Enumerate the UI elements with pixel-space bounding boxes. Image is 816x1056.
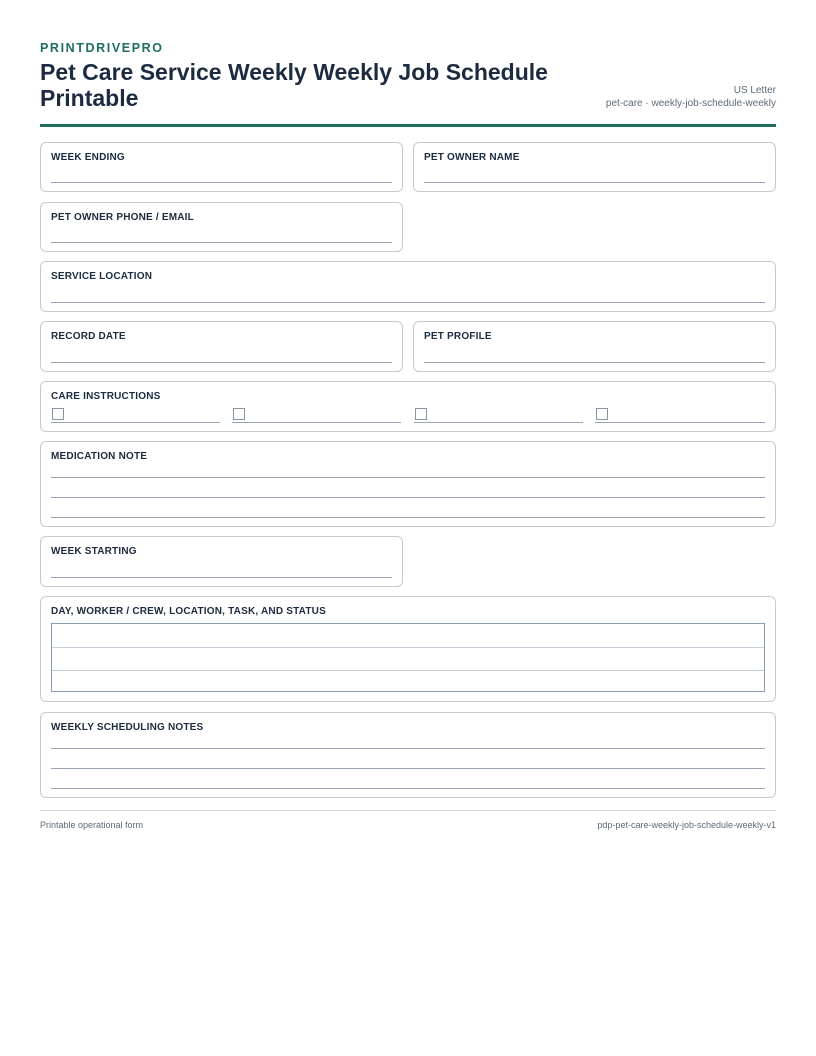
footer-left: Printable operational form <box>40 820 144 830</box>
page-title: Pet Care Service Weekly Weekly Job Schedule Printable <box>40 59 548 111</box>
pet-owner-name-field[interactable] <box>413 142 776 192</box>
footer-form-id: pdp-pet-care-weekly-job-schedule-weekly-v1 <box>597 820 776 830</box>
pet-owner-name-input-line[interactable] <box>424 182 765 183</box>
service-location-label: SERVICE LOCATION <box>51 271 153 282</box>
care-checkbox[interactable] <box>233 408 245 420</box>
pet-owner-contact-field[interactable] <box>40 202 403 252</box>
service-location-input-line[interactable] <box>51 302 765 303</box>
brand-logo: PRINTDRIVEPRO <box>40 41 164 55</box>
table-row-divider <box>52 670 764 671</box>
pet-owner-name-label: PET OWNER NAME <box>424 152 520 163</box>
medication-note-line[interactable] <box>51 477 765 478</box>
week-starting-input-line[interactable] <box>51 577 392 578</box>
schedule-table-section <box>40 596 776 702</box>
pet-profile-field[interactable] <box>413 321 776 372</box>
weekly-notes-field[interactable] <box>40 712 776 798</box>
care-checkbox[interactable] <box>415 408 427 420</box>
care-checkbox[interactable] <box>52 408 64 420</box>
medication-note-label: MEDICATION NOTE <box>51 451 148 462</box>
pet-profile-label: PET PROFILE <box>424 331 492 342</box>
week-starting-label: WEEK STARTING <box>51 546 137 557</box>
care-instructions-field <box>40 381 776 432</box>
schedule-table <box>51 623 765 692</box>
record-date-field[interactable] <box>40 321 403 372</box>
medication-note-field[interactable] <box>40 441 776 527</box>
pet-profile-input-line[interactable] <box>424 362 765 363</box>
care-option-line[interactable] <box>595 422 765 423</box>
record-date-label: RECORD DATE <box>51 331 126 342</box>
schedule-table-label: DAY, WORKER / CREW, LOCATION, TASK, AND STATUS <box>51 606 326 617</box>
pet-owner-contact-label: PET OWNER PHONE / EMAIL <box>51 212 194 223</box>
week-ending-input-line[interactable] <box>51 182 392 183</box>
weekly-notes-label: WEEKLY SCHEDULING NOTES <box>51 722 204 733</box>
record-date-input-line[interactable] <box>51 362 392 363</box>
header-meta <box>606 84 776 110</box>
care-option-line[interactable] <box>414 422 583 423</box>
week-starting-field[interactable] <box>40 536 403 587</box>
care-instructions-label: CARE INSTRUCTIONS <box>51 391 161 402</box>
weekly-notes-line[interactable] <box>51 768 765 769</box>
form-slug: pet-care · weekly-job-schedule-weekly <box>605 98 776 109</box>
week-ending-field[interactable] <box>40 142 403 192</box>
care-option-line[interactable] <box>232 422 401 423</box>
service-location-field[interactable] <box>40 261 776 312</box>
pet-owner-contact-input-line[interactable] <box>51 242 392 243</box>
weekly-notes-line[interactable] <box>51 748 765 749</box>
footer <box>40 810 776 835</box>
care-checkbox[interactable] <box>596 408 608 420</box>
table-row-divider <box>52 647 764 648</box>
weekly-notes-line[interactable] <box>51 788 765 789</box>
form-page <box>40 40 776 733</box>
medication-note-line[interactable] <box>51 517 765 518</box>
header <box>40 40 776 127</box>
paper-size: US Letter <box>733 85 776 96</box>
week-ending-label: WEEK ENDING <box>51 152 125 163</box>
medication-note-line[interactable] <box>51 497 765 498</box>
care-option-line[interactable] <box>51 422 220 423</box>
